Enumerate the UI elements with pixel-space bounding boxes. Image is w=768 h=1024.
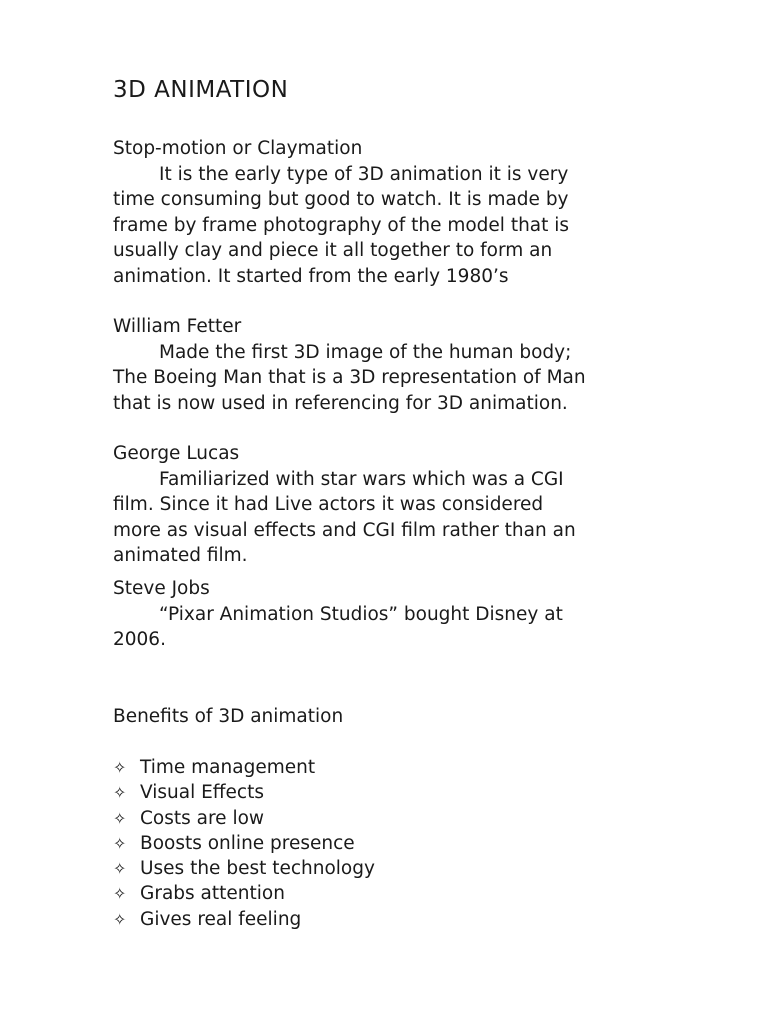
four-pointed-star-icon: ✧ (113, 859, 127, 879)
paragraph-line: It is the early type of 3D animation it is very (159, 163, 569, 185)
benefits-heading: Benefits of 3D animation (113, 706, 344, 727)
list-item: ✧ Grabs attention (113, 881, 375, 906)
section-george-lucas (113, 441, 683, 569)
list-item: ✧ Time management (113, 755, 375, 780)
section-heading: Steve Jobs (113, 578, 210, 599)
paragraph-line: Made the first 3D image of the human body; (159, 341, 572, 363)
paragraph-line: 2006. (113, 629, 166, 651)
four-pointed-star-icon: ✧ (113, 758, 127, 777)
list-item: ✧ Boosts online presence (113, 831, 375, 856)
paragraph-line: animated film. (113, 545, 248, 567)
paragraph-line: film. Since it had Live actors it was considered (113, 494, 544, 516)
section-heading: Stop-motion or Claymation (113, 138, 363, 159)
section-heading: William Fetter (113, 316, 242, 337)
four-pointed-star-icon: ✧ (113, 833, 127, 853)
paragraph-line: animation. It started from the early 1980’s (113, 265, 509, 287)
four-pointed-star-icon: ✧ (113, 909, 127, 929)
list-item: ✧ Costs are low (113, 806, 375, 831)
list-item: ✧ Gives real feeling (113, 907, 375, 932)
paragraph-line: Familiarized with star wars which was a CGI (159, 468, 564, 490)
four-pointed-star-icon: ✧ (113, 808, 127, 828)
four-pointed-star-icon: ✧ (113, 884, 127, 904)
section-steve-jobs (113, 576, 683, 653)
paragraph-line: The Boeing Man that is a 3D representation of Man (113, 367, 586, 389)
four-pointed-star-icon: ✧ (113, 783, 127, 803)
section-heading: George Lucas (113, 443, 240, 464)
benefits-list (113, 755, 375, 932)
document-title: 3D ANIMATION (113, 77, 289, 103)
list-item: ✧ Visual Effects (113, 780, 375, 805)
section-william-fetter (113, 314, 683, 416)
list-item: ✧ Uses the best technology (113, 856, 375, 881)
paragraph-line: usually clay and piece it all together to form an (113, 240, 553, 262)
paragraph-line: that is now used in referencing for 3D animation. (113, 392, 568, 414)
paragraph-line: “Pixar Animation Studios” bought Disney at (159, 603, 563, 625)
section-stop-motion (113, 136, 683, 290)
paragraph-line: frame by frame photography of the model that is (113, 214, 570, 236)
paragraph-line: more as visual effects and CGI film rather than an (113, 519, 576, 541)
paragraph-line: time consuming but good to watch. It is made by (113, 189, 569, 211)
